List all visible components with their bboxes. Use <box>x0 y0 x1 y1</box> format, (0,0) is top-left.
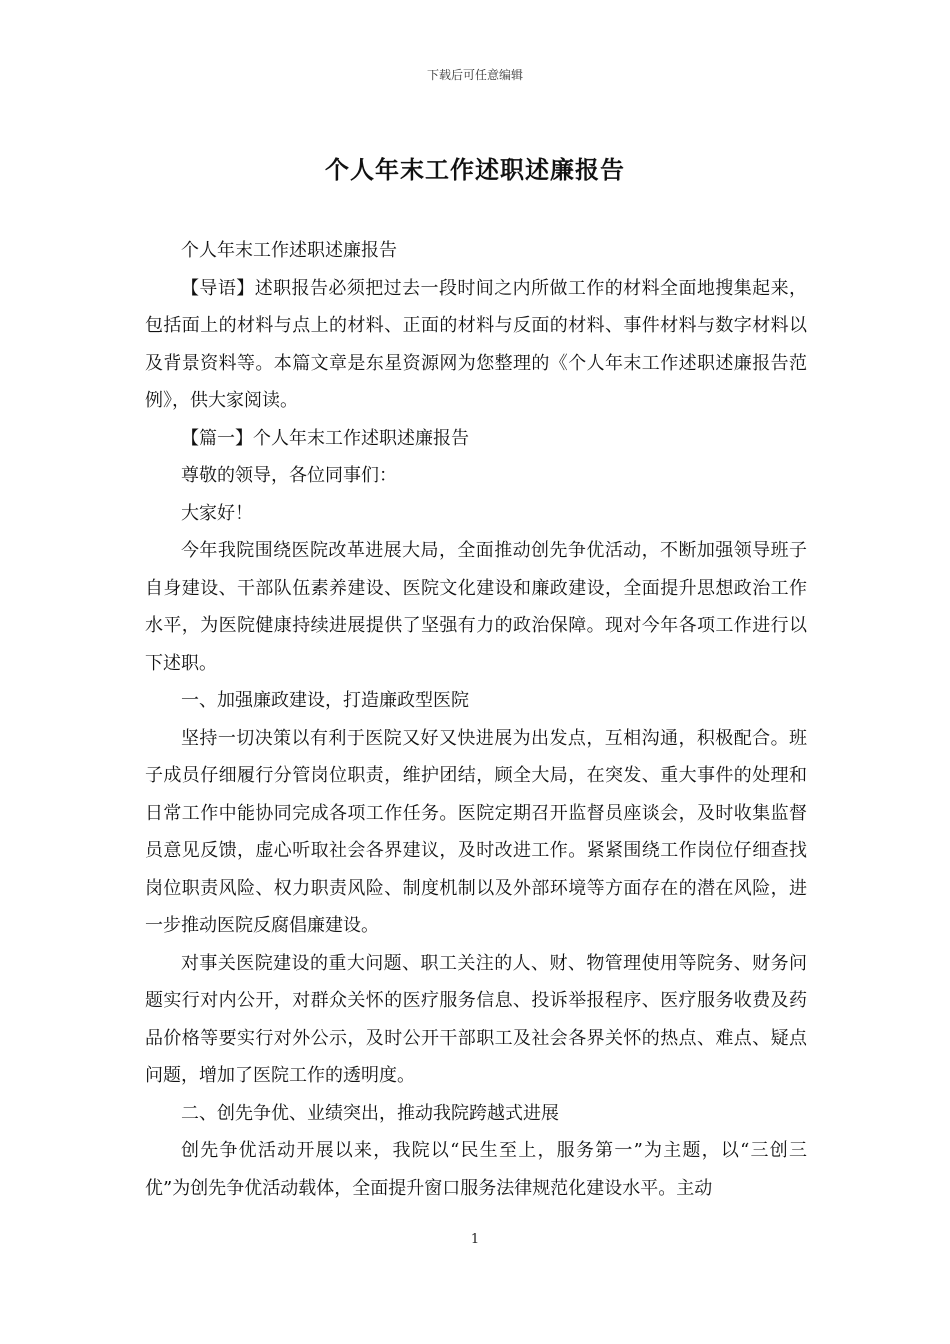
paragraph-heading-one: 一、加强廉政建设，打造廉政型医院 <box>181 690 469 711</box>
paragraph-body: 坚持一切决策以有利于医院又好又快进展为出发点，互相沟通，积极配合。班子成员仔细履行分管岗位职责，维护团结，顾全大局，在突发、重大事件的处理和日常工作中能协同完成各项工作任务。医院定期召开监督员座谈会，及时收集监督员意见反馈，虚心听取社会各界建议，及时改进工作。紧紧围绕工作岗位仔细查找岗位职责风险、权力职责风险、制度机制以及外部环境等方面存在的潜在风险，进一步推动医院反腐倡廉建设。 <box>145 727 807 936</box>
paragraph-greeting: 大家好！ <box>181 502 253 524</box>
paragraph-body: 对事关医院建设的重大问题、职工关注的人、财、物管理使用等院务、财务问题实行对内公开，对群众关怀的医疗服务信息、投诉举报程序、医疗服务收费及药品价格等要实行对外公示，及时公开干部职工及社会各界关怀的热点、难点、疑点问题，增加了医院工作的透明度。 <box>145 952 807 1086</box>
paragraph-section-heading: 【篇一】个人年末工作述职述廉报告 <box>181 427 469 449</box>
paragraph-subtitle: 个人年末工作述职述廉报告 <box>181 240 397 261</box>
paragraph-body: 今年我院围绕医院改革进展大局，全面推动创先争优活动，不断加强领导班子自身建设、干部队伍素养建设、医院文化建设和廉政建设，全面提升思想政治工作水平，为医院健康持续进展提供了坚强有力的政治保障。现对今年各项工作进行以下述职。 <box>145 540 807 674</box>
document-body <box>145 232 807 1207</box>
page-header-note: 下载后可任意编辑 <box>426 68 523 82</box>
paragraph-salutation: 尊敬的领导，各位同事们： <box>181 465 397 486</box>
page-number: 1 <box>470 1232 480 1247</box>
paragraph-heading-two: 二、创先争优、业绩突出，推动我院跨越式进展 <box>181 1102 559 1124</box>
document-title: 个人年末工作述职述廉报告 <box>325 155 625 184</box>
paragraph-body: 创先争优活动开展以来，我院以“民生至上，服务第一”为主题，以“三创三优”为创先争优活动载体，全面提升窗口服务法律规范化建设水平。主动 <box>145 1140 807 1199</box>
paragraph-intro: 【导语】述职报告必须把过去一段时间之内所做工作的材料全面地搜集起来，包括面上的材料与点上的材料、正面的材料与反面的材料、事件材料与数字材料以及背景资料等。本篇文章是东星资源网为您整理的《个人年末工作述职述廉报告范例》，供大家阅读。 <box>145 277 807 411</box>
